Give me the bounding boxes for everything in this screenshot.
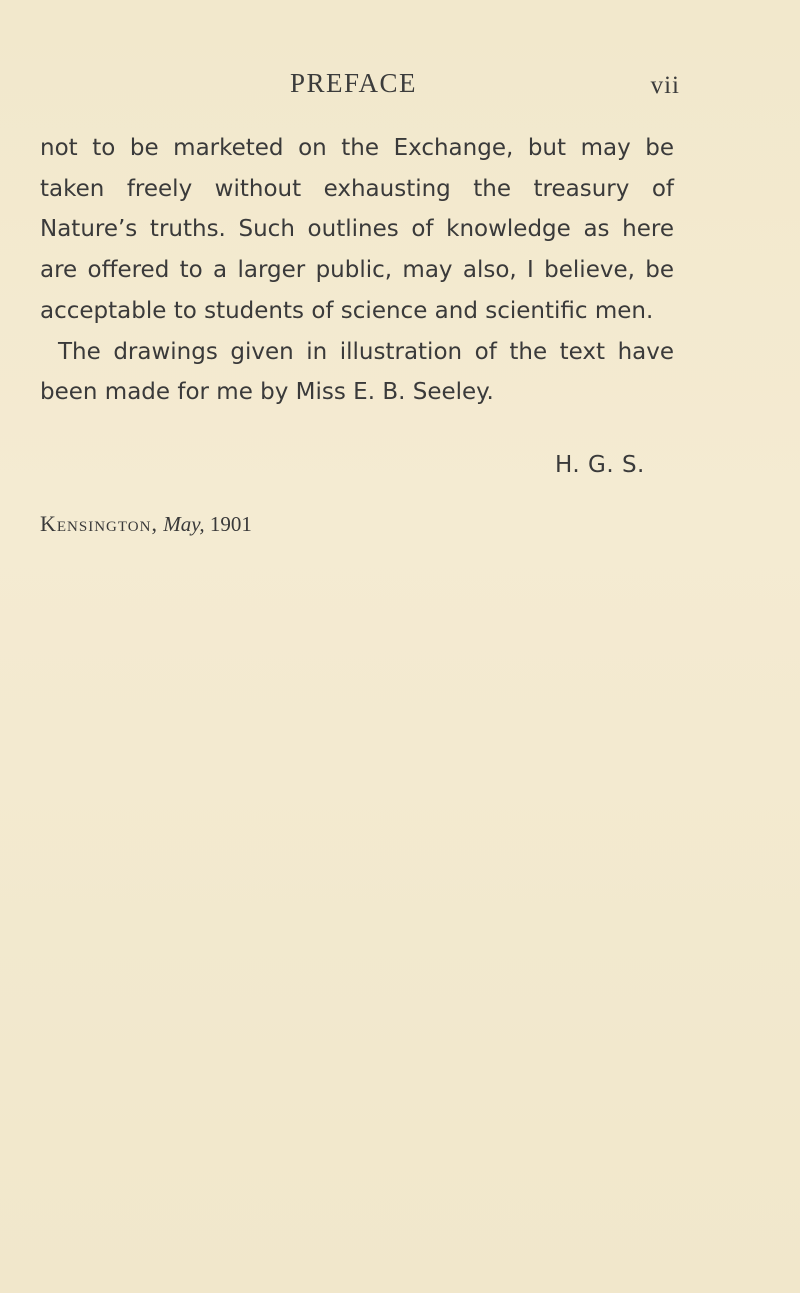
dateline — [40, 511, 252, 537]
dateline-year: 1901 — [209, 512, 252, 536]
dateline-month: May, — [163, 512, 205, 536]
page-number: vii — [650, 72, 680, 99]
paragraph-drawings: The drawings given in illustration of the text have been made for me by Miss E. B. Seeley. — [40, 338, 674, 406]
running-title: PREFACE — [290, 68, 418, 98]
running-head — [40, 68, 680, 108]
author-initials: H. G. S. — [555, 452, 645, 478]
preface-body — [40, 128, 674, 413]
paragraph-continued: not to be marketed on the Exchange, but may be taken freely without exhausting the treasury of Nature’s truths. Such outlines of knowledge as here are offered to a larger public, may also, I believe, be acceptable to students of science and scientific men. — [40, 135, 674, 324]
dateline-place: Kensington, — [40, 511, 158, 536]
